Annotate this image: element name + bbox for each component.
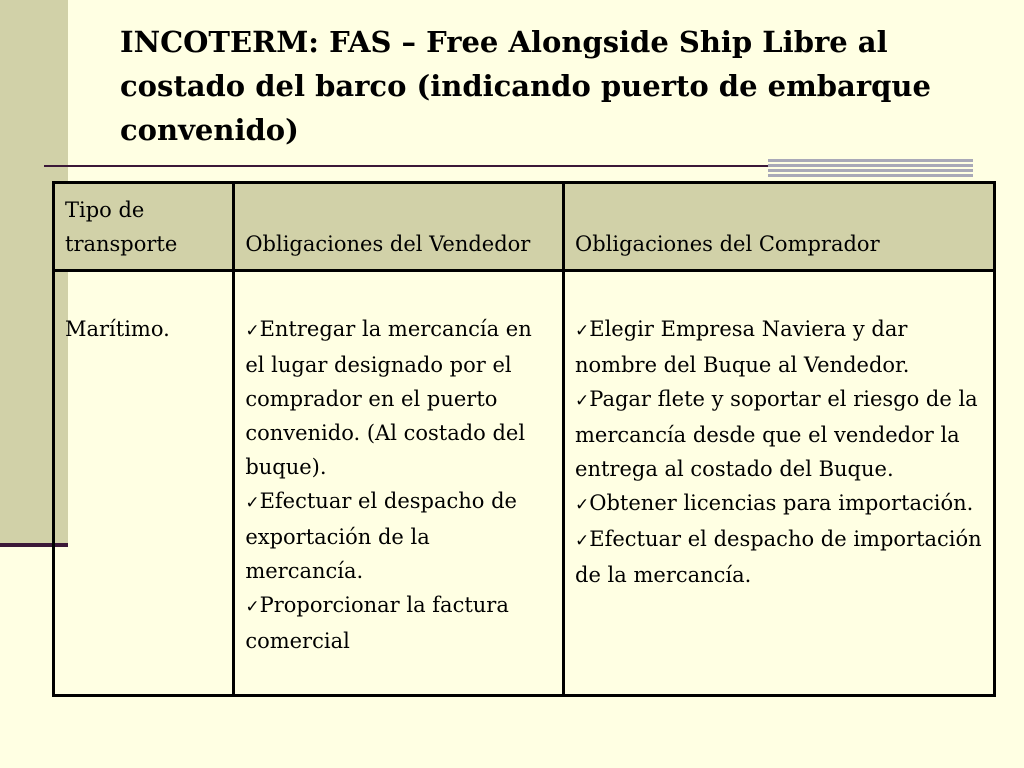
seller-obligation-text: Entregar la mercancía en el lugar designado por el comprador en el puerto convenido. (Al costado del buque). bbox=[245, 317, 532, 479]
header-buyer-obligations: Obligaciones del Comprador bbox=[564, 183, 995, 271]
table-row bbox=[54, 271, 995, 696]
cell-transport-type: Marítimo. bbox=[54, 271, 234, 696]
seller-obligation-item bbox=[245, 312, 553, 484]
checkmark-icon: ✓ bbox=[245, 321, 260, 341]
checkmark-icon: ✓ bbox=[575, 391, 590, 411]
cell-buyer-obligations bbox=[564, 271, 995, 696]
slide-title: INCOTERM: FAS – Free Alongside Ship Libre al costado del barco (indicando puerto de embarque convenido) bbox=[120, 25, 931, 147]
table-header-row bbox=[54, 183, 995, 271]
seller-obligation-text: Efectuar el despacho de exportación de la mercancía. bbox=[245, 489, 517, 583]
title-divider-accent bbox=[768, 159, 973, 177]
seller-obligation-item bbox=[245, 484, 553, 588]
buyer-obligation-text: Efectuar el despacho de importación de la mercancía. bbox=[575, 527, 982, 587]
checkmark-icon: ✓ bbox=[245, 597, 260, 617]
buyer-obligation-item bbox=[575, 522, 984, 592]
checkmark-icon: ✓ bbox=[575, 321, 590, 341]
obligations-table bbox=[52, 181, 996, 697]
header-seller-obligations: Obligaciones del Vendedor bbox=[234, 183, 564, 271]
title-divider bbox=[44, 165, 768, 167]
buyer-obligation-text: Pagar flete y soportar el riesgo de la mercancía desde que el vendedor la entrega al costado del Buque. bbox=[575, 387, 978, 481]
checkmark-icon: ✓ bbox=[575, 495, 590, 515]
buyer-obligation-item bbox=[575, 486, 984, 522]
buyer-obligation-text: Elegir Empresa Naviera y dar nombre del Buque al Vendedor. bbox=[575, 317, 910, 377]
buyer-obligation-item bbox=[575, 382, 984, 486]
cell-seller-obligations bbox=[234, 271, 564, 696]
buyer-obligation-item bbox=[575, 312, 984, 382]
checkmark-icon: ✓ bbox=[245, 493, 260, 513]
seller-obligation-text: Proporcionar la factura comercial bbox=[245, 593, 509, 653]
header-transport-type: Tipo de transporte bbox=[54, 183, 234, 271]
buyer-obligation-text: Obtener licencias para importación. bbox=[589, 491, 974, 515]
seller-obligation-item bbox=[245, 588, 553, 658]
checkmark-icon: ✓ bbox=[575, 531, 590, 551]
